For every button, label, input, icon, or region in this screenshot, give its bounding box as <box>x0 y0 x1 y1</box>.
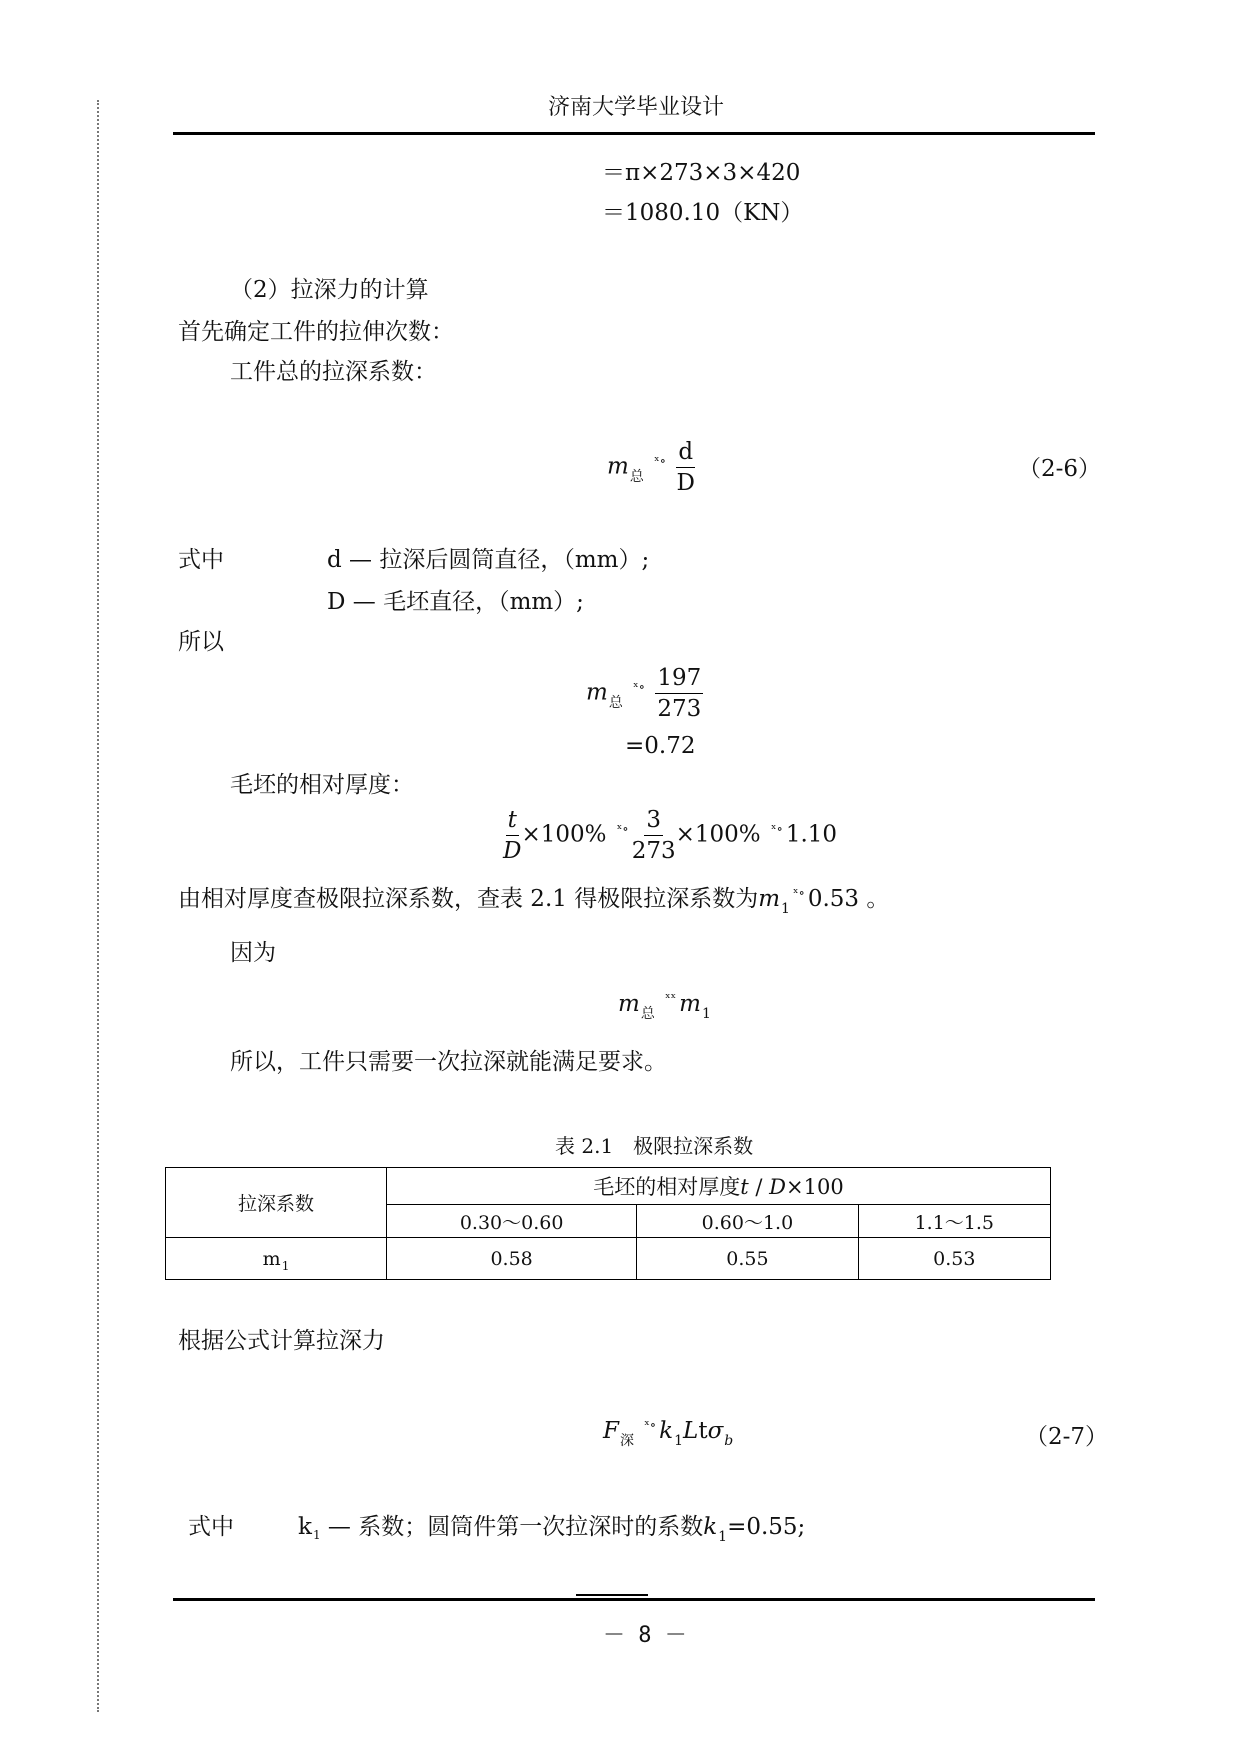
equals-glyph-icon: ˣ∘ <box>633 679 646 695</box>
paragraph: 毛坯的相对厚度： <box>230 772 414 798</box>
paragraph: 所以 <box>178 629 224 655</box>
table-row-label <box>166 1238 387 1280</box>
times-100: ×100% <box>675 821 761 848</box>
fraction <box>676 437 695 498</box>
paragraph: 所以，工件只需要一次拉深就能满足要求。 <box>230 1049 667 1075</box>
calculation-total-coefficient <box>586 663 703 724</box>
symbol-m: m <box>758 886 781 912</box>
lookup-sentence <box>178 884 889 918</box>
subscript: 总 <box>629 468 644 485</box>
subscript: 1 <box>312 1528 321 1542</box>
paragraph: 因为 <box>230 940 276 966</box>
relative-thickness-equation <box>503 805 837 866</box>
equation-number: （2-7） <box>1025 1424 1109 1450</box>
definition-k1 <box>298 1512 805 1545</box>
subscript: 1 <box>701 1006 711 1022</box>
equals-glyph-icon: ˣ∘ <box>616 821 629 837</box>
subscript: b <box>724 1433 734 1449</box>
paragraph: 首先确定工件的拉伸次数： <box>178 319 454 345</box>
subscript: 深 <box>619 1433 634 1449</box>
equation-2-6 <box>607 437 695 498</box>
symbol-D: D <box>769 1175 787 1199</box>
table-row <box>166 1238 1051 1280</box>
comparison-equation <box>618 991 711 1022</box>
where-label: 式中 <box>188 1514 234 1540</box>
symbol-m: m <box>607 453 629 480</box>
symbol-t: t <box>740 1175 749 1199</box>
times-100: ×100 <box>786 1175 844 1199</box>
subscript: 1 <box>718 1529 728 1545</box>
header-rule <box>173 132 1095 135</box>
table-column-header: 1.1～1.5 <box>858 1205 1050 1238</box>
slash: / <box>748 1175 770 1199</box>
page-number: － 8 － <box>603 1623 687 1648</box>
table-cell: 0.53 <box>858 1238 1050 1280</box>
limit-coefficient-table <box>165 1167 1051 1280</box>
symbol-sigma: σ <box>707 1418 724 1444</box>
denominator: 273 <box>631 838 676 864</box>
subscript: 1 <box>674 1433 684 1449</box>
table-column-header: 0.60～1.0 <box>637 1205 858 1238</box>
footer-rule-accent <box>576 1594 648 1596</box>
symbol-k: k <box>659 1418 674 1444</box>
symbol-m: m <box>618 991 640 1017</box>
dash: — <box>327 1514 351 1540</box>
table-group-header <box>387 1168 1051 1205</box>
page-header-title: 济南大学毕业设计 <box>548 95 725 120</box>
equals-glyph-icon: ˣ∘ <box>644 1418 657 1433</box>
numerator: d <box>676 437 695 468</box>
definition-d: d — 拉深后圆筒直径，（mm）; <box>327 547 650 573</box>
equation-2-7 <box>603 1418 734 1449</box>
numerator: 197 <box>655 663 703 694</box>
equals-glyph-icon: ˣ∘ <box>792 886 805 901</box>
lookup-text: 由相对厚度查极限拉深系数，查表 2.1 得极限拉深系数为 <box>178 886 759 912</box>
table-cell: 0.58 <box>387 1238 637 1280</box>
numerator: 3 <box>644 805 663 836</box>
table-cell: 0.55 <box>637 1238 858 1280</box>
denominator: 273 <box>657 696 702 722</box>
calculation-result: =0.72 <box>625 733 696 759</box>
limit-value: 0.53 。 <box>807 886 890 912</box>
equals-glyph-icon: ˣ∘ <box>770 821 783 837</box>
symbol-F: F <box>603 1418 619 1444</box>
symbol-m: m <box>262 1247 281 1270</box>
binding-margin-line <box>97 100 99 1712</box>
fraction <box>655 663 703 724</box>
definition-D: D — 毛坯直径，（mm）; <box>327 589 584 615</box>
subscript: 1 <box>281 1258 290 1273</box>
times-100: ×100% <box>521 821 607 848</box>
paragraph: 根据公式计算拉深力 <box>178 1328 385 1354</box>
greater-glyph-icon: ˣˣ <box>665 991 677 1006</box>
thickness-result: 1.10 <box>785 821 838 848</box>
equation-number: （2-6） <box>1018 456 1102 482</box>
symbol-L: L <box>683 1418 699 1444</box>
table-column-header: 0.30～0.60 <box>387 1205 637 1238</box>
definition-value: =0.55; <box>727 1514 806 1540</box>
paragraph: 工件总的拉深系数： <box>230 359 437 385</box>
symbol-k: k <box>298 1514 312 1540</box>
symbol-t: t <box>698 1418 708 1444</box>
symbol-k: k <box>703 1514 718 1540</box>
table-row-header: 拉深系数 <box>166 1168 387 1238</box>
denominator: D <box>503 838 522 864</box>
subscript: 总 <box>608 694 623 711</box>
equals-glyph-icon: ˣ∘ <box>654 453 667 469</box>
group-header-text: 毛坯的相对厚度 <box>593 1175 741 1199</box>
where-label: 式中 <box>178 547 224 573</box>
numerator: t <box>506 805 519 836</box>
equation-line: ＝π×273×3×420 <box>602 160 801 186</box>
symbol-m: m <box>679 991 701 1017</box>
table-caption: 表 2.1 极限拉深系数 <box>555 1134 754 1158</box>
section-heading: （2）拉深力的计算 <box>230 277 429 303</box>
footer-rule <box>173 1598 1095 1601</box>
definition-text: 系数；圆筒件第一次拉深时的系数 <box>358 1514 704 1540</box>
subscript: 1 <box>781 901 790 917</box>
equation-result: ＝1080.10（KN） <box>602 200 804 226</box>
subscript: 总 <box>640 1006 655 1022</box>
fraction <box>632 805 676 866</box>
fraction <box>503 805 521 866</box>
denominator: D <box>676 470 695 496</box>
symbol-m: m <box>586 679 608 706</box>
